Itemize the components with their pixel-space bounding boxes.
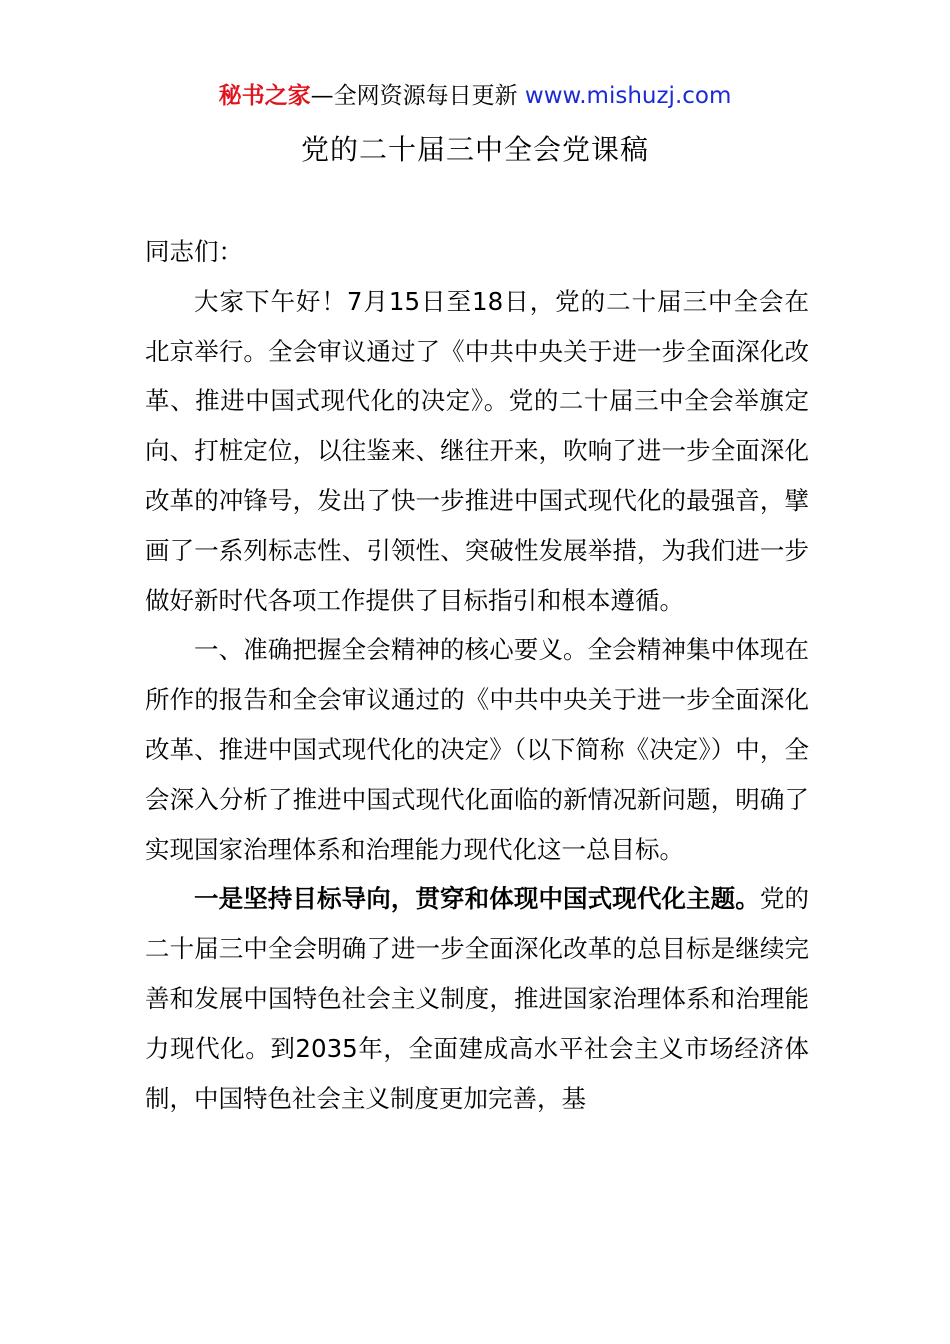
point-one-text: 党的二十届三中全会明确了进一步全面深化改革的总目标是继续完善和发展中国特色社会主义制度，推进国家治理体系和治理能力现代化。到2035年，全面建成高水平社会主义市场经济体制，中国特色社会主义制度更加完善，基 [145, 884, 810, 1113]
greeting: 同志们： [145, 237, 243, 266]
site-header [0, 80, 950, 112]
point-one-heading: 一是坚持目标导向，贯穿和体现中国式现代化主题。 [194, 884, 760, 914]
paragraph-section-one: 一、准确把握全会精神的核心要义。全会精神集中体现在所作的报告和全会审议通过的《中共中央关于进一步全面深化改革、推进中国式现代化的决定》（以下简称《决定》）中，全会深入分析了推进中国式现代化面临的新情况新问题，明确了实现国家治理体系和治理能力现代化这一总目标。 [145, 635, 809, 864]
document-body [145, 227, 809, 1123]
paragraph-intro: 大家下午好！7月15日至18日，党的二十届三中全会在北京举行。全会审议通过了《中共中央关于进一步全面深化改革、推进中国式现代化的决定》。党的二十届三中全会举旗定向、打桩定位，以往鉴来、继往开来，吹响了进一步全面深化改革的冲锋号，发出了快一步推进中国式现代化的最强音，擘画了一系列标志性、引领性、突破性发展举措，为我们进一步做好新时代各项工作提供了目标指引和根本遵循。 [145, 286, 809, 615]
brand-name: 秘书之家 [218, 83, 311, 109]
header-tagline: —全网资源每日更新 [310, 83, 525, 109]
site-url-link[interactable]: www.mishuzj.com [524, 83, 732, 109]
document-title: 党的二十届三中全会党课稿 [300, 133, 649, 166]
paragraph-point-one [145, 874, 809, 1123]
